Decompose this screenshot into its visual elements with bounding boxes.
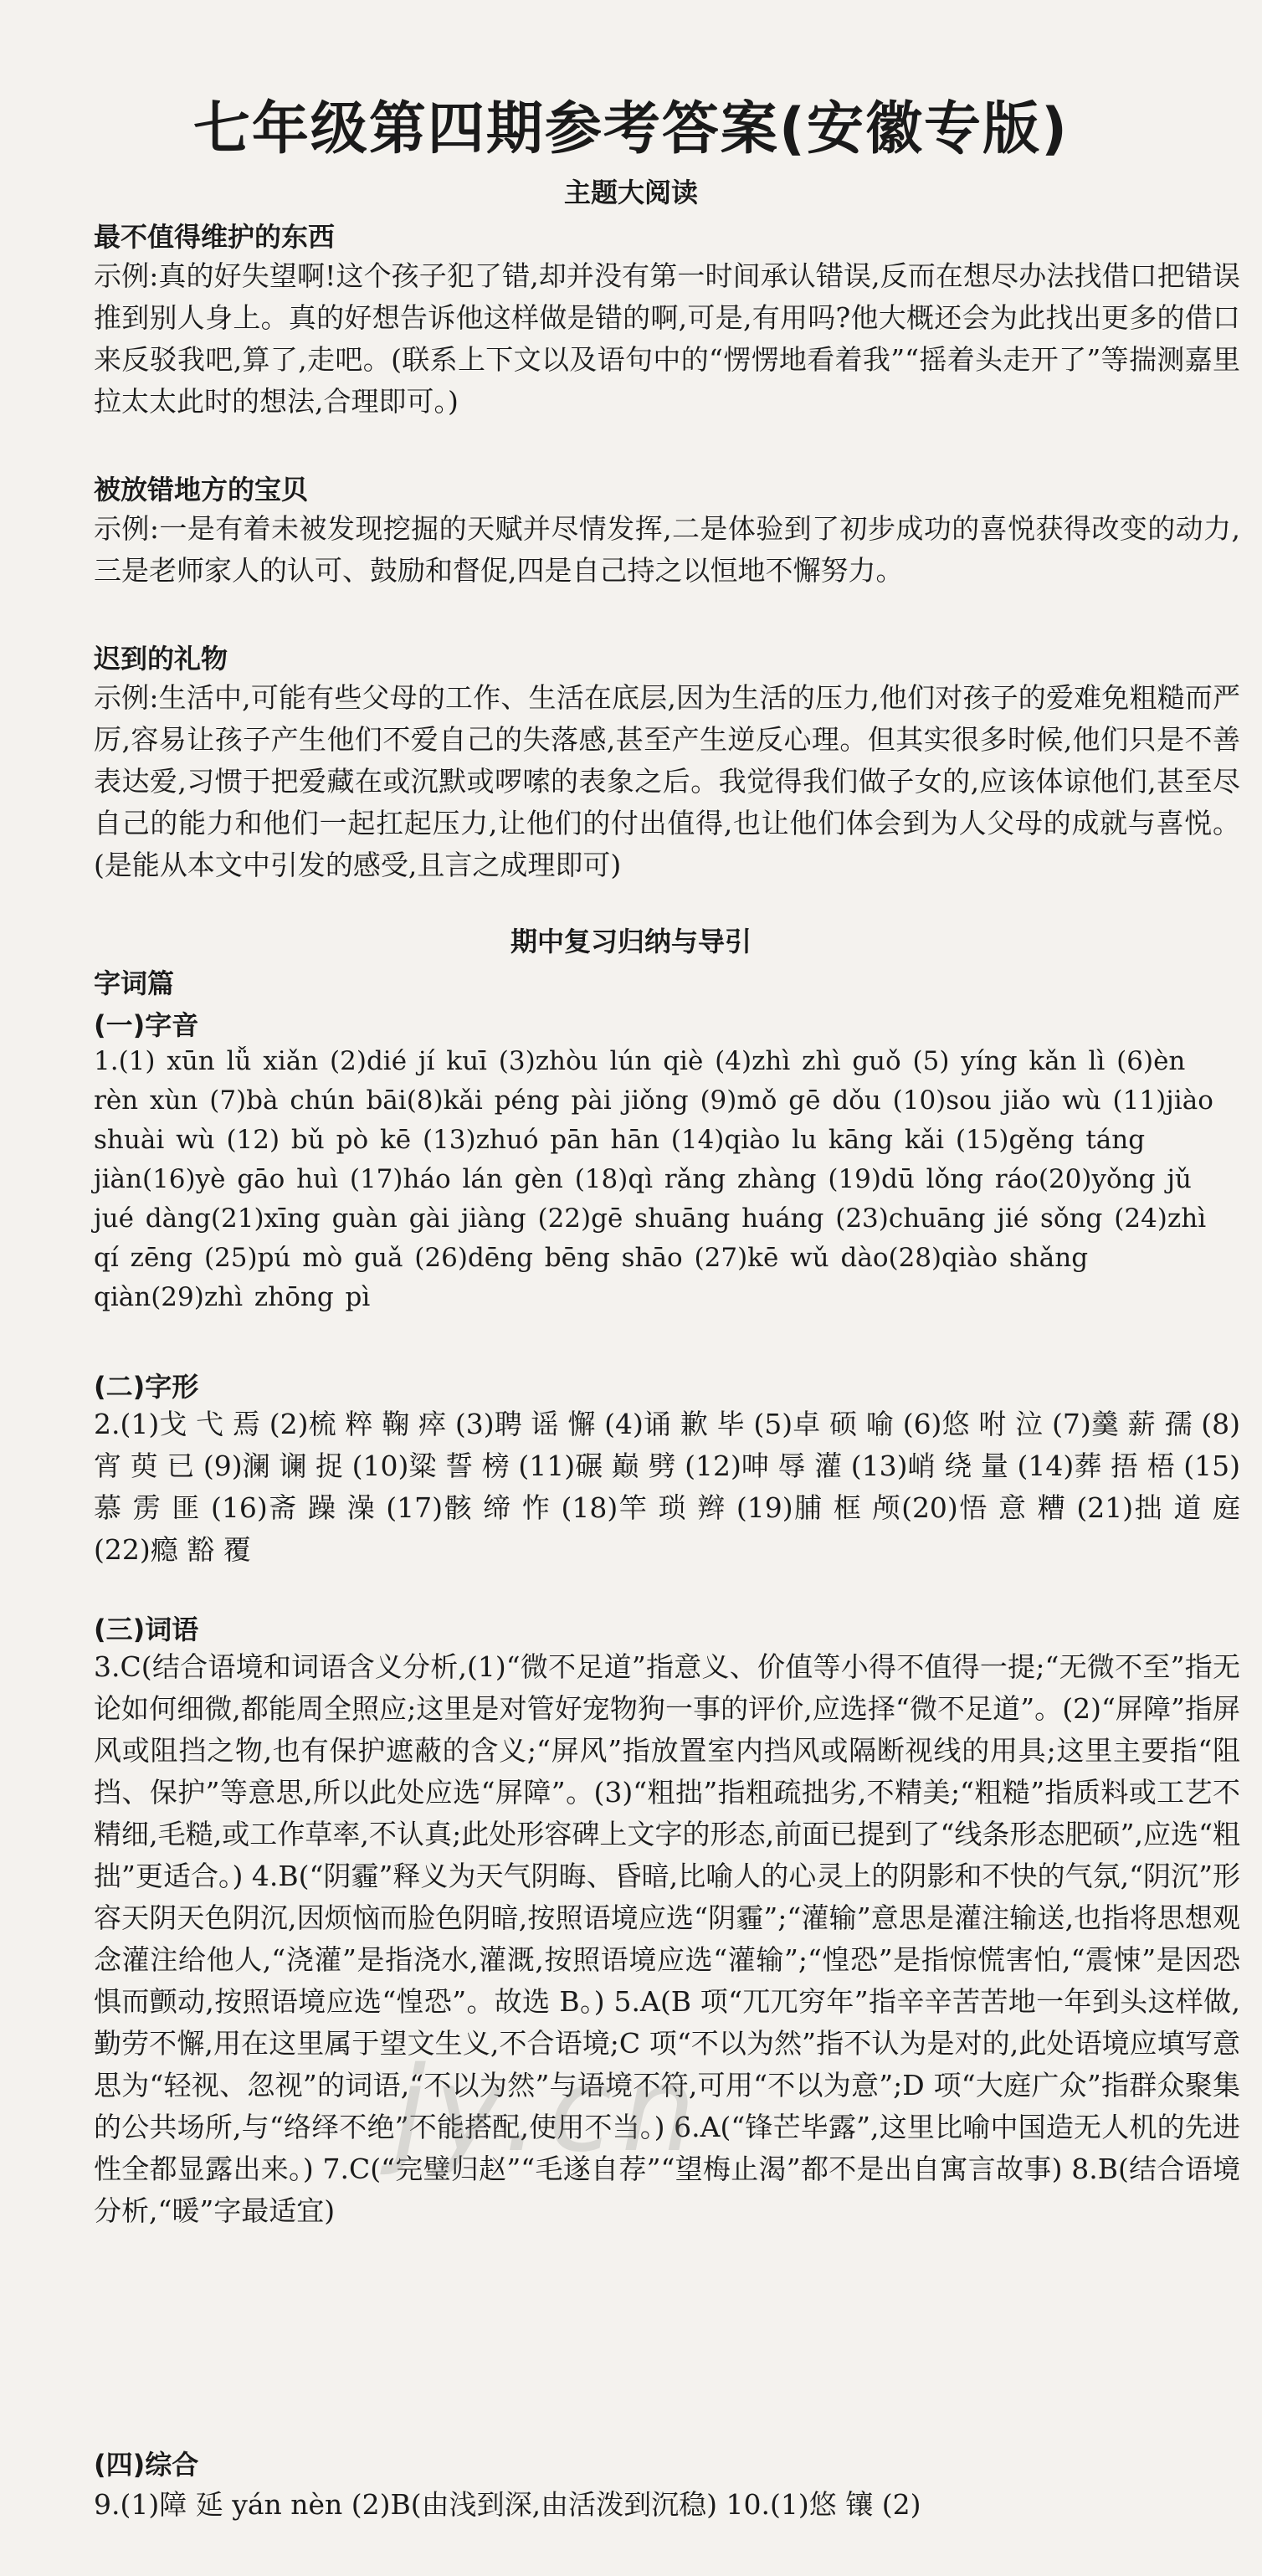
- reading-section-title-3: 迟到的礼物: [94, 643, 228, 675]
- vocabulary-answers: 3.C(结合语境和词语含义分析,(1)“微不足道”指意义、价值等小得不值得一提;“无微不至”指无论如何细微,都能周全照应;这里是对管好宠物狗一事的评价,应选择“微不足道”。(2)“屏障”指屏风或阻挡之物,也有保护遮蔽的含义;“屏风”指放置室内挡风或隔断视线的用具;这里主要指“阻挡、保护”等意思,所以此处应选“屏障”。(3)“粗拙”指粗疏拙劣,不精美;“粗糙”指质料或工艺不精细,毛糙,或工作草率,不认真;此处形容碑上文字的形态,前面已提到了“线条形态肥硕”,应选“粗拙”更适合。) 4.B(“阴霾”释义为天气阴晦、昏暗,比喻人的心灵上的阴影和不快的气氛,“阴沉”形容天阴天色阴沉,因烦恼而脸色阴暗,按照语境应选“阴霾”;“灌输”意思是灌注输送,也指将思想观念灌注给他人,“浇灌”是指浇水,灌溉,按照语境应选“灌输”;“惶恐”是指惊慌害怕,“震悚”是因恐惧而颤动,按照语境应选“惶恐”。故选 B。) 5.A(B 项“兀兀穷年”指辛辛苦苦地一年到头这样做,勤劳不懈,用在这里属于望文生义,不合语境;C 项“不以为然”指不认为是对的,此处语境应填写意思为“轻视、忽视”的词语,“不以为然”与语境不符,可用“不以为意”;D 项“大庭广众”指群众聚集的公共场所,与“络绎不绝”不能搭配,使用不当。) 6.A(“锋芒毕露”,这里比喻中国造无人机的先进性全都显露出来。) 7.C(“完璧归赵”“毛遂自荐”“望梅止渴”都不是出自寓言故事) 8.B(结合语境分析,“暖”字最适宜): [94, 1650, 1240, 2227]
- reading-section-title-1: 最不值得维护的东西: [94, 221, 336, 253]
- vocabulary-title: (三)词语: [94, 1614, 199, 1645]
- reading-section-title-2: 被放错地方的宝贝: [94, 474, 309, 505]
- reading-section-text-3: 示例:生活中,可能有些父母的工作、生活在底层,因为生活的压力,他们对孩子的爱难免粗糙而严厉,容易让孩子产生他们不爱自己的失落感,甚至产生逆反心理。但其实很多时候,他们只是不善表达爱,习惯于把爱藏在或沉默或啰嗦的表象之后。我觉得我们做子女的,应该体谅他们,甚至尽自己的能力和他们一起扛起压力,让他们的付出值得,也让他们体会到为人父母的成就与喜悦。(是能从本文中引发的感受,且言之成理即可): [94, 681, 1240, 881]
- review-part-title: 字词篇: [94, 967, 175, 999]
- pronunciation-answers: 1.(1) xūn lǚ xiǎn (2)dié jí kuī (3)zhòu lún qiè (4)zhì zhì guǒ (5) yíng kǎn lì (6)èn rèn xùn (7)bà chún bāi(8)kǎi péng pài jiǒng (9)mǒ gē dǒu (10)sou jiǎo wù (11)jiào shuài wù (12) bǔ pò kē (13)zhuó pān hān (14)qiào lu kāng kǎi (15)gěng táng jiàn(16)yè gāo huì (17)háo lán gèn (18)qì rǎng zhàng (19)dū lǒng ráo(20)yǒng jǔ jué dàng(21)xīng guàn gài jiàng (22)gē shuāng huáng (23)chuāng jié sǒng (24)zhì qí zēng (25)pú mò guǎ (26)dēng bēng shāo (27)kē wǔ dào(28)qiào shǎng qiàn(29)zhì zhōng pì: [94, 1046, 1213, 1312]
- reading-heading: 主题大阅读: [563, 177, 698, 208]
- reading-section-text-1: 示例:真的好失望啊!这个孩子犯了错,却并没有第一时间承认错误,反而在想尽办法找借口把错误推到别人身上。真的好想告诉他这样做是错的啊,可是,有用吗?他大概还会为此找出更多的借口来反驳我吧,算了,走吧。(联系上下文以及语句中的“愣愣地看着我”“摇着头走开了”等揣测嘉里拉太太此时的想法,合理即可。): [94, 259, 1240, 418]
- glyph-title: (二)字形: [94, 1371, 199, 1403]
- comprehensive-answers: 9.(1)障 延 yán nèn (2)B(由浅到深,由活泼到沉稳) 10.(1)悠 镶 (2): [94, 2488, 921, 2521]
- watermark-logo: jy.cn: [393, 2042, 705, 2178]
- review-heading: 期中复习归纳与导引: [510, 926, 752, 957]
- comprehensive-title: (四)综合: [94, 2449, 199, 2481]
- pronunciation-title: (一)字音: [94, 1009, 199, 1041]
- page-title: 七年级第四期参考答案(安徽专版): [192, 96, 1070, 162]
- reading-section-text-2: 示例:一是有着未被发现挖掘的天赋并尽情发挥,二是体验到了初步成功的喜悦获得改变的动力,三是老师家人的认可、鼓励和督促,四是自己持之以恒地不懈努力。: [94, 512, 1240, 587]
- glyph-answers: 2.(1)戈 弋 焉 (2)梳 粹 鞠 瘁 (3)聘 谣 懈 (4)诵 歉 毕 (5)卓 硕 喻 (6)悠 咐 泣 (7)羹 薪 孺 (8)宵 萸 已 (9)澜 谰 捉 (10)粱 誓 榜 (11)碾 巅 劈 (12)呻 辱 灌 (13)峭 绕 量 (14)葬 捂 梧 (15)慕 雳 匪 (16)斋 躁 澡 (17)骸 缔 怍 (18)竿 琐 辫 (19)脯 框 颅(20)悟 意 糟 (21)拙 道 庭 (22)瘾 豁 覆: [94, 1408, 1240, 1566]
